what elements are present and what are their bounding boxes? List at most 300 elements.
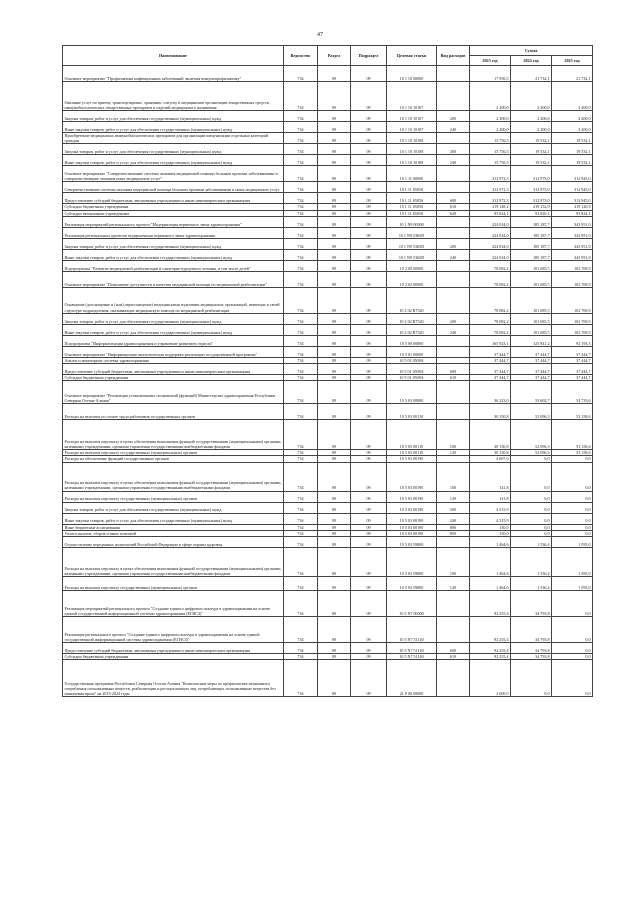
row-expense-type: 200 [437,144,470,155]
row-sum-2024: 34 793,8 [511,591,552,617]
row-ministry: 734 [284,404,318,420]
row-section: 09 [318,335,351,346]
row-sum-2025: 0,0 [552,524,593,530]
row-target-article: 10 1 10 10107 [387,122,437,133]
row-ministry: 734 [284,643,318,654]
row-section: 09 [318,462,351,491]
row-subsection: 09 [351,502,387,513]
table-row [63,324,593,335]
row-sum-2024: 52 096,3 [511,450,552,456]
row-name: Субсидии бюджетным учреждениям [63,204,284,210]
row-sum-2025: 0,0 [552,591,593,617]
row-sum-2025: 19 532,1 [552,155,593,166]
page-number: 47 [317,32,323,38]
row-subsection: 09 [351,346,387,357]
row-sum-2025: 37 444,7 [552,346,593,357]
row-section: 09 [318,210,351,216]
row-section: 09 [318,287,351,313]
row-sum-2023: 2 200,0 [470,82,511,111]
row-section: 09 [318,193,351,204]
row-section: 09 [318,82,351,111]
row-name: Иные закупки товаров, работ и услуг для обеспечения государственных (муниципальных) нужд [63,249,284,260]
row-section: 09 [318,238,351,249]
row-ministry: 734 [284,193,318,204]
row-name: Субсидии бюджетным учреждениям [63,375,284,381]
row-name: Иные закупки товаров, работ и услуг для обеспечения государственных (муниципальных) нужд [63,122,284,133]
row-name: Закупка товаров, работ и услуг для обеспечения государственных (муниципальных) нужд [63,144,284,155]
row-subsection: 09 [351,238,387,249]
row-target-article: 10 5 03 00190 [387,502,437,513]
row-expense-type: 120 [437,450,470,456]
row-sum-2023: 36 223,0 [470,381,511,404]
row-sum-2023: 150,0 [470,530,511,536]
row-sum-2025: 343 951,0 [552,238,593,249]
row-sum-2025: 1 595,0 [552,548,593,577]
row-sum-2023: 78 082,2 [470,260,511,271]
table-row [63,491,593,502]
row-expense-type [437,660,470,697]
row-section: 09 [318,591,351,617]
row-name: Основное мероприятие "Совершенствование системы оказания медицинской помощи больным прочими заболеваниями и совершенствование оказания иных медицинских услуг" [63,166,284,182]
row-sum-2023: 17 956,5 [470,66,511,82]
row-sum-2024: 0,0 [511,513,552,524]
table-row [63,548,593,577]
row-sum-2023: 37 444,7 [470,357,511,363]
row-sum-2023: 37 444,7 [470,364,511,375]
row-section: 09 [318,313,351,324]
row-target-article: 10 2 02 R7520 [387,287,437,313]
row-ministry: 734 [284,502,318,513]
row-ministry: 734 [284,122,318,133]
row-ministry: 734 [284,144,318,155]
table-row [63,260,593,271]
row-expense-type [437,346,470,357]
row-target-article: 10 5 03 00190 [387,491,437,502]
row-section: 09 [318,346,351,357]
row-sum-2025: 2 200,0 [552,82,593,111]
row-sum-2023: 141,8 [470,462,511,491]
row-ministry: 734 [284,375,318,381]
row-sum-2025: 21 732,1 [552,66,593,82]
row-ministry: 734 [284,450,318,456]
row-sum-2025: 53 158,6 [552,450,593,456]
row-sum-2024: 0,0 [511,530,552,536]
table-row [63,591,593,617]
row-expense-type: 800 [437,524,470,530]
row-section: 09 [318,530,351,536]
row-sum-2025: 2 200,0 [552,111,593,122]
row-subsection: 09 [351,375,387,381]
row-sum-2024: 52 096,3 [511,420,552,450]
row-sum-2023: 1 464,6 [470,548,511,577]
table-row [63,122,593,133]
row-ministry: 734 [284,324,318,335]
row-section: 09 [318,66,351,82]
row-section: 09 [318,404,351,420]
table-row [63,462,593,491]
row-expense-type: 240 [437,324,470,335]
row-sum-2025: 19 532,1 [552,144,593,155]
row-expense-type [437,182,470,193]
row-expense-type: 240 [437,513,470,524]
row-sum-2025: 312 945,0 [552,193,593,204]
table-row [63,227,593,238]
table-row [63,216,593,227]
row-ministry: 734 [284,660,318,697]
row-section: 09 [318,643,351,654]
row-target-article: 10 1 N9 5365D [387,238,437,249]
row-section: 09 [318,364,351,375]
row-subsection: 09 [351,155,387,166]
table-row [63,111,593,122]
row-target-article: 10 1 10 10108 [387,144,437,155]
row-sum-2023: 1 464,6 [470,577,511,591]
row-expense-type [437,166,470,182]
row-subsection: 09 [351,204,387,210]
row-sum-2024: 219 152,9 [511,204,552,210]
row-name: Государственная программа Республики Северная Осетия-Алания "Комплексные меры по профилактике незаконного потребления психоактивных веществ, реабилитации и ресоциализации лиц, потребляющих психоактивные вещества без назначения врача" на 2015-2024 годы [63,660,284,697]
row-ministry: 734 [284,491,318,502]
row-subsection: 09 [351,420,387,450]
row-target-article: 21 0 00 00000 [387,660,437,697]
row-sum-2023: 224 034,0 [470,227,511,238]
row-sum-2024: 93 820,1 [511,210,552,216]
row-sum-2024: 0,0 [511,660,552,697]
row-name: Предоставление субсидий бюджетным, автономным учреждениям и иным некоммерческим организациям [63,643,284,654]
row-sum-2024: 101 685,5 [511,271,552,287]
row-section: 09 [318,182,351,193]
row-target-article: 10 5 03 00190 [387,462,437,491]
row-target-article: 10 2 00 00000 [387,260,437,271]
row-ministry: 734 [284,462,318,491]
row-sum-2025: 0,0 [552,654,593,660]
row-sum-2025: 102 769,9 [552,260,593,271]
table-row [63,144,593,155]
row-ministry: 734 [284,313,318,324]
table-row [63,66,593,82]
row-sum-2025: 102 769,9 [552,313,593,324]
row-ministry: 734 [284,548,318,577]
row-subsection: 09 [351,617,387,643]
row-subsection: 09 [351,450,387,456]
row-ministry: 734 [284,166,318,182]
row-sum-2024: 34 793,8 [511,617,552,643]
row-ministry: 734 [284,66,318,82]
row-name: Оказание услуг по приему, транспортировке, хранению, отпуску в медицинские организации лекарственных средств, иммунобиологических лекарственных препаратов и изделий медицинского назначения [63,82,284,111]
row-subsection: 09 [351,66,387,82]
row-name: Расходы на выплаты по оплате труда работников государственных органов [63,404,284,420]
row-name: Иные бюджетные ассигнования [63,524,284,530]
row-sum-2023: 37 444,7 [470,375,511,381]
row-ministry: 734 [284,420,318,450]
row-sum-2024: 19 532,1 [511,133,552,144]
row-section: 09 [318,577,351,591]
row-target-article: 10 2 02 R7520 [387,324,437,335]
row-name: Реализация мероприятий регионального проекта "Создание единого цифрового контура в здравоохранении на основе единой государственной информационной системы здравоохранения (ЕГИСЗ)" [63,591,284,617]
row-sum-2023: 165 923,1 [470,335,511,346]
row-section: 09 [318,204,351,210]
row-sum-2025: 54 733,6 [552,381,593,404]
row-subsection: 09 [351,577,387,591]
row-sum-2023: 78 082,2 [470,324,511,335]
row-name: Реализация регионального проекта "Создание единого цифрового контура в здравоохранении на основе единой государственной информационной системы здравоохранения (ЕГИСЗ)" [63,617,284,643]
row-subsection: 09 [351,133,387,144]
row-section: 09 [318,166,351,182]
row-target-article: 10 5 03 00110 [387,404,437,420]
row-ministry: 734 [284,524,318,530]
row-sum-2023: 92 255,4 [470,617,511,643]
row-section: 09 [318,524,351,530]
row-target-article: 10 5 N7 51140 [387,654,437,660]
row-subsection: 09 [351,381,387,404]
row-subsection: 09 [351,357,387,363]
row-sum-2024: 185 187,7 [511,216,552,227]
row-subsection: 09 [351,313,387,324]
row-sum-2024: 19 532,1 [511,144,552,155]
row-section: 09 [318,144,351,155]
row-target-article: 10 1 11 0505S [387,204,437,210]
row-sum-2025: 102 769,9 [552,287,593,313]
row-expense-type [437,227,470,238]
row-sum-2025: 0,0 [552,660,593,697]
row-name: Основное мероприятие "Реализация установленных полномочий (функций) Министерства здравоохранения Республики Северная Осетия-Алания" [63,381,284,404]
row-expense-type [437,133,470,144]
table-row [63,404,593,420]
row-sum-2025: 37 444,7 [552,375,593,381]
row-name: Иные закупки товаров, работ и услуг для обеспечения государственных (муниципальных) нужд [63,513,284,524]
row-ministry: 734 [284,591,318,617]
row-subsection: 09 [351,456,387,462]
row-target-article: 10 5 03 00110 [387,420,437,450]
row-subsection: 09 [351,462,387,491]
row-sum-2025: 93 824,1 [552,210,593,216]
row-expense-type [437,617,470,643]
row-section: 09 [318,249,351,260]
row-target-article: 10 1 11 00000 [387,166,437,182]
row-section: 09 [318,375,351,381]
row-name: Уплата налогов, сборов и иных платежей [63,530,284,536]
row-sum-2023: 4 315,9 [470,513,511,524]
row-sum-2023: 78 082,2 [470,271,511,287]
row-section: 09 [318,216,351,227]
row-sum-2025: 102 769,9 [552,324,593,335]
row-sum-2024: 185 187,7 [511,238,552,249]
row-ministry: 734 [284,271,318,287]
row-sum-2024: 34 793,8 [511,643,552,654]
row-sum-2024: 34 793,8 [511,654,552,660]
table-row [63,381,593,404]
header-target-article: Целевая статья [387,46,437,66]
row-subsection: 09 [351,643,387,654]
row-section: 09 [318,357,351,363]
row-name: Закупка товаров, работ и услуг для обеспечения государственных (муниципальных) нужд [63,502,284,513]
header-year-2023: 2023 год [470,56,511,66]
row-subsection: 09 [351,271,387,287]
row-sum-2023: 78 082,2 [470,313,511,324]
row-ministry: 734 [284,111,318,122]
row-expense-type: 600 [437,364,470,375]
row-expense-type [437,591,470,617]
row-name: Иные закупки товаров, работ и услуг для обеспечения государственных (муниципальных) нужд [63,155,284,166]
row-name: Расходы на выплаты персоналу в целях обеспечения выполнения функций государственными (муниципальными) органами, казенными учреждениями, органами управления государственными внебюджетными фондами [63,420,284,450]
row-subsection: 09 [351,654,387,660]
row-section: 09 [318,122,351,133]
row-target-article: 10 5 N7 51140 [387,643,437,654]
row-name: Основное мероприятие "Информационно-аналитическая поддержка реализации государственной программы" [63,346,284,357]
row-target-article: 10 1 N9 5365D [387,249,437,260]
row-ministry: 734 [284,287,318,313]
row-ministry: 734 [284,537,318,548]
row-subsection: 09 [351,260,387,271]
row-section: 09 [318,502,351,513]
row-ministry: 734 [284,530,318,536]
row-section: 09 [318,324,351,335]
table-row [63,271,593,287]
row-sum-2023: 30 150,8 [470,450,511,456]
row-ministry: 734 [284,617,318,643]
row-name: Подпрограмма "Развитие медицинской реабилитации и санаторно-курортного лечения, в том числе детей" [63,260,284,271]
row-expense-type: 620 [437,210,470,216]
table-row [63,249,593,260]
row-target-article: 10 1 10 10108 [387,133,437,144]
header-expense-type: Вид расходов [437,46,470,66]
row-subsection: 09 [351,364,387,375]
row-ministry: 734 [284,82,318,111]
row-sum-2024: 185 187,7 [511,249,552,260]
row-sum-2024: 37 444,7 [511,346,552,357]
header-sum: Сумма [470,46,593,56]
row-sum-2024: 37 444,7 [511,364,552,375]
row-section: 09 [318,271,351,287]
header-year-2024: 2024 год [511,56,552,66]
row-sum-2023: 224 034,0 [470,216,511,227]
row-ministry: 734 [284,654,318,660]
row-expense-type: 850 [437,530,470,536]
table-body [63,66,593,697]
row-ministry: 734 [284,238,318,249]
row-sum-2025: 0,0 [552,513,593,524]
table-row [63,364,593,375]
row-section: 09 [318,111,351,122]
row-ministry: 734 [284,216,318,227]
row-expense-type: 200 [437,313,470,324]
row-sum-2023: 4 315,9 [470,502,511,513]
row-ministry: 734 [284,381,318,404]
header-year-2025: 2025 год [552,56,593,66]
row-expense-type: 100 [437,548,470,577]
row-name: Основное мероприятие "Профилактика инфекционных заболеваний, включая иммунопрофилактику" [63,66,284,82]
row-name: Расходы на выплаты персоналу государственных (муниципальных) органов [63,450,284,456]
row-target-article: 10 5 03 00000 [387,381,437,404]
row-sum-2025: 343 951,0 [552,249,593,260]
row-sum-2024: 0,0 [511,502,552,513]
row-subsection: 09 [351,591,387,617]
row-section: 09 [318,513,351,524]
row-name: Субсидии автономным учреждениям [63,210,284,216]
row-subsection: 09 [351,537,387,548]
row-sum-2023: 2 200,0 [470,122,511,133]
row-name: Осуществление переданных полномочий Российской Федерации в сфере охраны здоровья [63,537,284,548]
row-sum-2025: 37 444,7 [552,357,593,363]
row-section: 09 [318,420,351,450]
table-row [63,513,593,524]
row-ministry: 734 [284,456,318,462]
row-ministry: 734 [284,364,318,375]
row-section: 09 [318,654,351,660]
row-target-article: 10 2 02 00000 [387,271,437,287]
row-sum-2023: 219 148,2 [470,204,511,210]
row-name: Субсидии бюджетным учреждениям [63,654,284,660]
row-sum-2024: 2 200,0 [511,82,552,111]
row-section: 09 [318,227,351,238]
row-expense-type: 200 [437,238,470,249]
row-target-article: 10 1 N9 5365D [387,227,437,238]
row-name: Закупка товаров, работ и услуг для обеспечения государственных (муниципальных) нужд [63,313,284,324]
row-expense-type: 200 [437,502,470,513]
row-sum-2025: 312 945,0 [552,182,593,193]
header-name: Наименование [63,46,284,66]
row-target-article: 10 5 01 00000 [387,346,437,357]
row-expense-type [437,537,470,548]
row-ministry: 734 [284,249,318,260]
row-name: Предоставление субсидий бюджетным, автономным учреждениям и иным некоммерческим организациям [63,364,284,375]
table-row [63,335,593,346]
row-name: Реализация региональных проектов модернизации первичного звена здравоохранения [63,227,284,238]
row-target-article: 10 5 03 00190 [387,513,437,524]
table-row [63,313,593,324]
header-subsection: Подраздел [351,46,387,66]
row-expense-type: 240 [437,249,470,260]
row-sum-2025: 219 120,9 [552,204,593,210]
row-sum-2024: 101 685,5 [511,260,552,271]
row-sum-2024: 1 536,4 [511,548,552,577]
row-sum-2025: 0,0 [552,530,593,536]
row-sum-2024: 125 841,2 [511,335,552,346]
row-target-article: 10 5 03 00190 [387,524,437,530]
row-expense-type [437,287,470,313]
row-subsection: 09 [351,404,387,420]
row-sum-2023: 224 034,0 [470,249,511,260]
row-sum-2024: 0,0 [511,462,552,491]
row-sum-2025: 92 193,3 [552,335,593,346]
row-sum-2024: 1 536,4 [511,577,552,591]
row-sum-2023: 2 200,0 [470,111,511,122]
row-sum-2023: 312 972,3 [470,193,511,204]
row-target-article: 10 5 01 0509A [387,364,437,375]
row-subsection: 09 [351,216,387,227]
row-expense-type: 100 [437,462,470,491]
row-sum-2024: 1 536,4 [511,537,552,548]
table-row [63,182,593,193]
row-subsection: 09 [351,182,387,193]
table-row [63,643,593,654]
row-expense-type [437,404,470,420]
row-sum-2025: 0,0 [552,617,593,643]
row-expense-type: 120 [437,491,470,502]
row-section: 09 [318,456,351,462]
row-ministry: 734 [284,260,318,271]
row-name: Совершенствование системы оказания медицинской помощи больным прочими заболеваниями и иных медицинских услуг [63,182,284,193]
row-sum-2023: 141,8 [470,491,511,502]
row-sum-2025: 0,0 [552,643,593,654]
row-ministry: 734 [284,210,318,216]
row-subsection: 09 [351,193,387,204]
row-expense-type: 240 [437,155,470,166]
row-sum-2023: 92 255,4 [470,643,511,654]
row-sum-2023: 78 082,2 [470,287,511,313]
row-sum-2023: 92 255,4 [470,654,511,660]
row-subsection: 09 [351,324,387,335]
